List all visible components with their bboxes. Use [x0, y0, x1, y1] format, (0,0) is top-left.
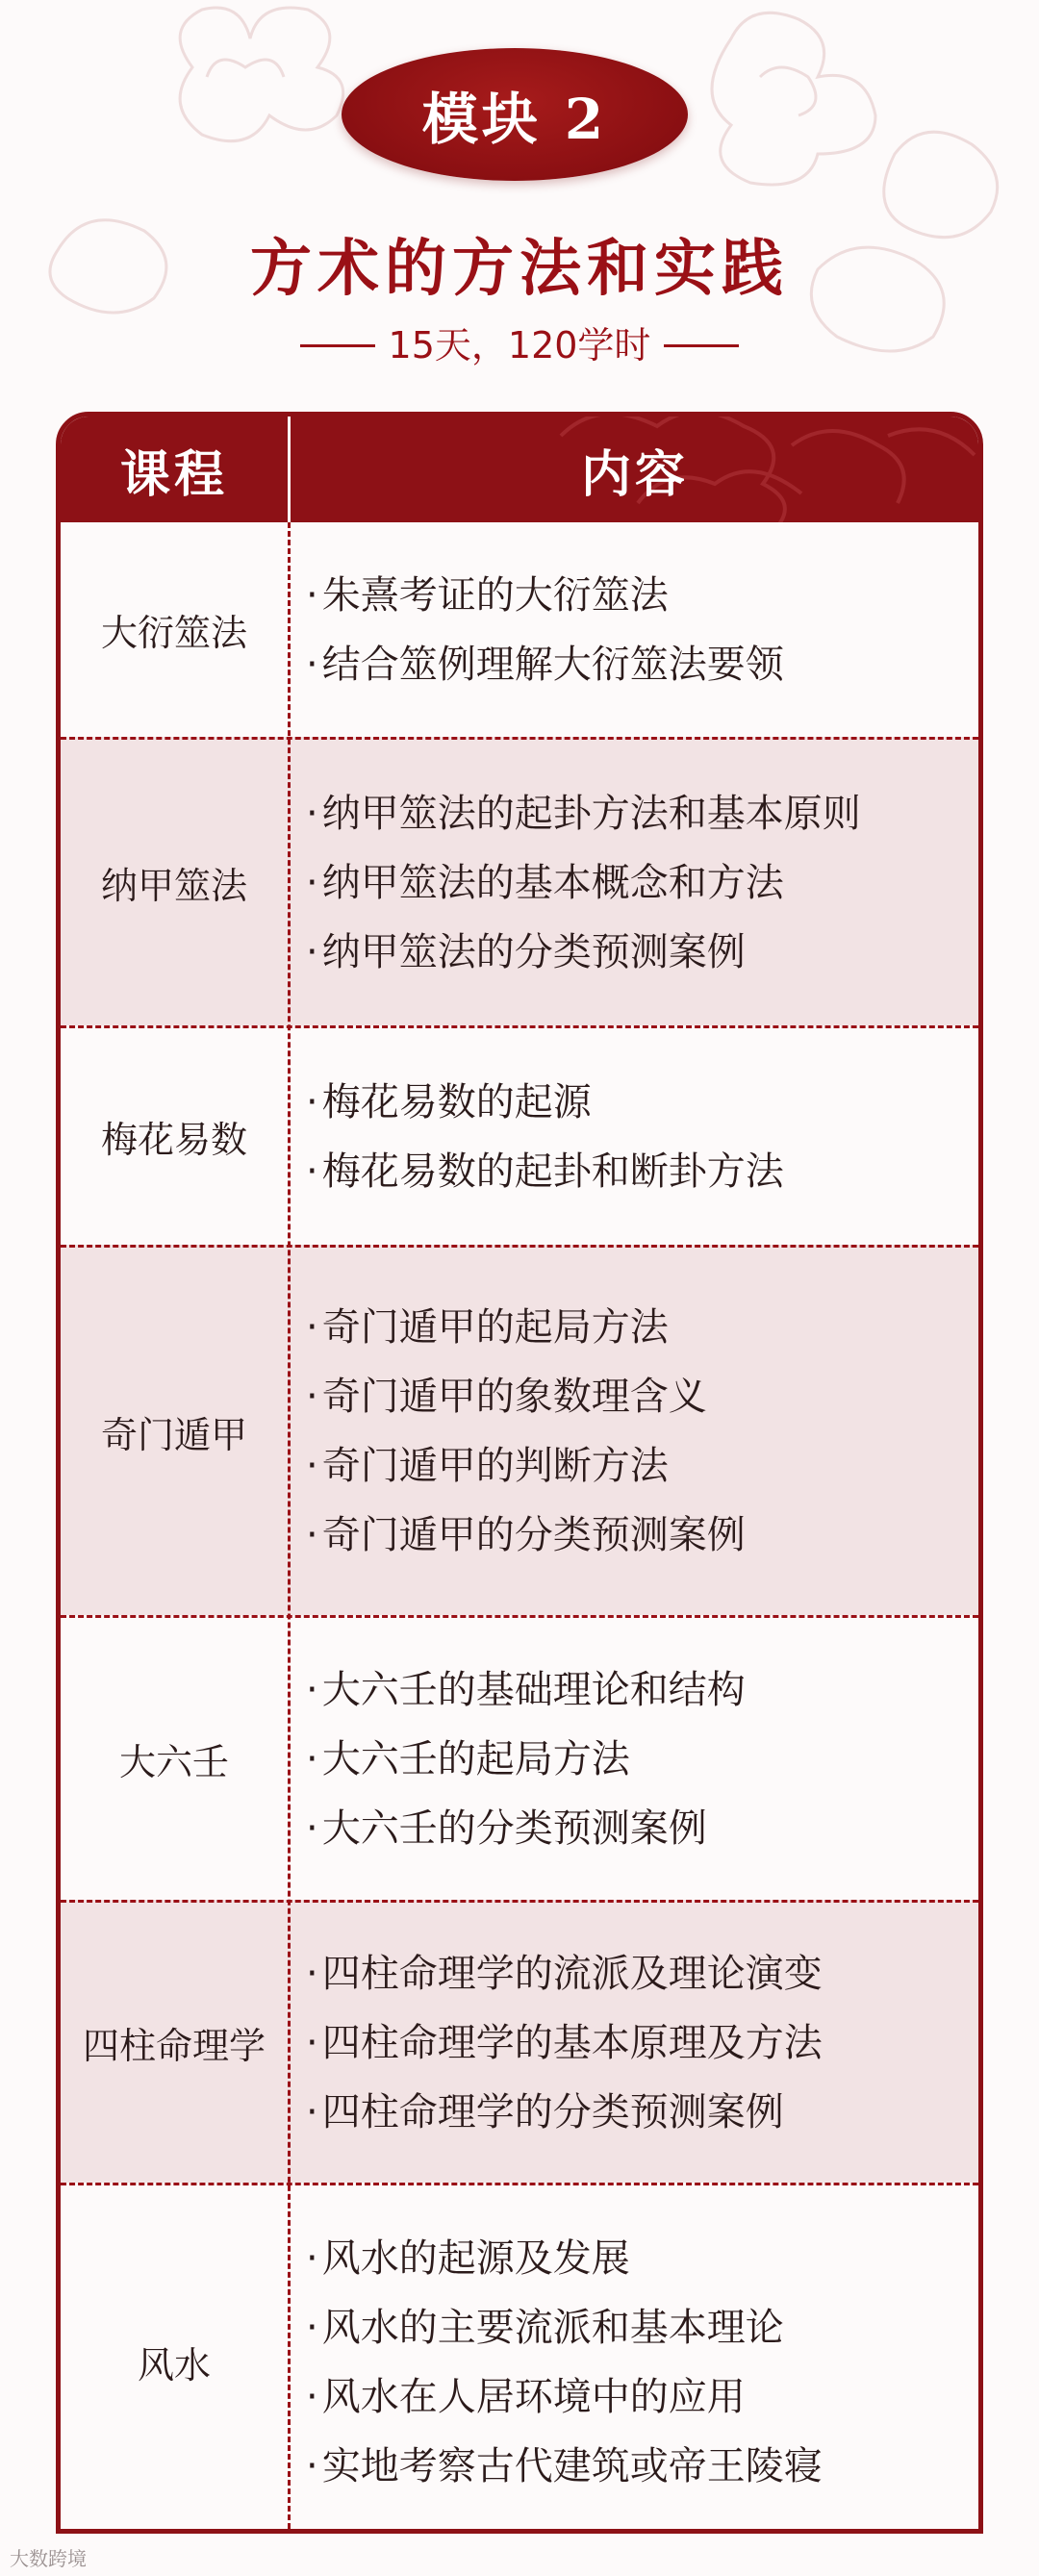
watermark: 大数跨境	[10, 2547, 87, 2570]
course-name: 梅花易数	[100, 1119, 247, 1161]
content-item: · 梅花易数的起源	[306, 1068, 969, 1137]
module-badge	[342, 48, 688, 181]
column-header-content: 内容	[580, 445, 689, 504]
content-item: · 风水的主要流派和基本理论	[306, 2293, 969, 2362]
course-table	[56, 412, 983, 2534]
table-row	[61, 522, 978, 737]
course-content-list	[306, 1618, 969, 1900]
header-divider	[288, 417, 291, 522]
content-item: · 朱熹考证的大衍筮法	[306, 561, 969, 630]
right-dash-decoration	[664, 344, 739, 347]
course-name: 风水	[137, 2344, 211, 2387]
subtitle-text: 15天，120学时	[388, 324, 651, 366]
page-title: 方术的方法和实践	[250, 234, 789, 305]
course-name: 纳甲筮法	[100, 865, 247, 907]
subtitle-line	[0, 316, 1039, 368]
table-row	[61, 1245, 978, 1615]
table-row	[61, 737, 978, 1025]
course-name: 四柱命理学	[82, 2025, 266, 2067]
content-item: · 四柱命理学的分类预测案例	[306, 2078, 969, 2147]
left-dash-decoration	[300, 344, 375, 347]
course-content-list	[306, 2185, 969, 2534]
course-name: 大衍筮法	[100, 612, 247, 654]
content-item: · 风水的起源及发展	[306, 2224, 969, 2293]
content-item: · 奇门遁甲的分类预测案例	[306, 1501, 969, 1570]
content-item: · 纳甲筮法的基本概念和方法	[306, 848, 969, 918]
module-badge-label: 模块 2	[421, 87, 608, 152]
content-item: · 奇门遁甲的起局方法	[306, 1293, 969, 1362]
column-header-course: 课程	[119, 445, 228, 504]
course-content-list	[306, 740, 969, 1025]
content-item: · 梅花易数的起卦和断卦方法	[306, 1137, 969, 1206]
course-name: 奇门遁甲	[100, 1413, 247, 1456]
content-item: · 纳甲筮法的起卦方法和基本原则	[306, 779, 969, 848]
content-item: · 大六壬的起局方法	[306, 1725, 969, 1794]
content-item: · 四柱命理学的流派及理论演变	[306, 1939, 969, 2008]
table-row	[61, 1900, 978, 2183]
course-content-list	[306, 1903, 969, 2183]
course-content-list	[306, 1028, 969, 1245]
course-name: 大六壬	[118, 1741, 229, 1783]
content-item: · 大六壬的分类预测案例	[306, 1794, 969, 1863]
content-item: · 结合筮例理解大衍筮法要领	[306, 630, 969, 699]
content-item: · 奇门遁甲的判断方法	[306, 1431, 969, 1501]
content-item: · 奇门遁甲的象数理含义	[306, 1362, 969, 1431]
table-row	[61, 1025, 978, 1245]
content-item: · 大六壬的基础理论和结构	[306, 1655, 969, 1725]
course-content-list	[306, 1248, 969, 1615]
table-row	[61, 1615, 978, 1900]
content-item: · 四柱命理学的基本原理及方法	[306, 2008, 969, 2078]
table-row	[61, 2183, 978, 2534]
course-content-list	[306, 522, 969, 737]
column-divider	[288, 522, 291, 2529]
table-header	[61, 417, 978, 522]
content-item: · 纳甲筮法的分类预测案例	[306, 918, 969, 987]
content-item: · 实地考察古代建筑或帝王陵寝	[306, 2432, 969, 2501]
content-item: · 风水在人居环境中的应用	[306, 2362, 969, 2432]
